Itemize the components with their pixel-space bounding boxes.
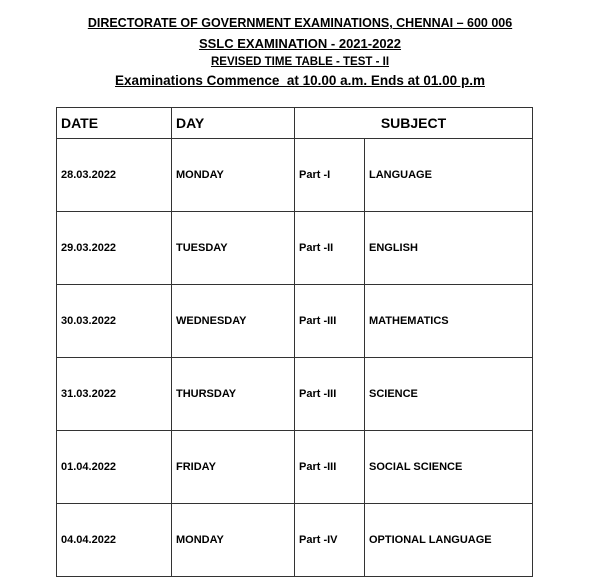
row-day: MONDAY (172, 139, 295, 212)
row-day: THURSDAY (172, 358, 295, 431)
row-day: FRIDAY (172, 431, 295, 504)
table-row (57, 358, 533, 431)
table-row (57, 285, 533, 358)
row-subject: MATHEMATICS (365, 285, 533, 358)
row-subject: LANGUAGE (365, 139, 533, 212)
row-date: 29.03.2022 (57, 212, 172, 285)
column-header-subject: SUBJECT (295, 108, 533, 139)
exam-title-text: SSLC EXAMINATION - 2021-2022 (198, 36, 402, 51)
timetable-title-text: REVISED TIME TABLE - TEST - II (210, 56, 390, 68)
exam-timing (0, 73, 600, 88)
column-header-day: DAY (172, 108, 295, 139)
table-row (57, 139, 533, 212)
directorate-title (0, 16, 600, 30)
row-subject: ENGLISH (365, 212, 533, 285)
row-date: 28.03.2022 (57, 139, 172, 212)
table-row (57, 431, 533, 504)
exam-title (0, 36, 600, 51)
row-part: Part -III (295, 285, 365, 358)
row-day: WEDNESDAY (172, 285, 295, 358)
row-date: 04.04.2022 (57, 504, 172, 577)
column-header-date: DATE (57, 108, 172, 139)
row-part: Part -III (295, 358, 365, 431)
row-subject: OPTIONAL LANGUAGE (365, 504, 533, 577)
table-header-row (57, 108, 533, 139)
row-date: 01.04.2022 (57, 431, 172, 504)
row-part: Part -IV (295, 504, 365, 577)
table-row (57, 504, 533, 577)
row-part: Part -II (295, 212, 365, 285)
row-day: TUESDAY (172, 212, 295, 285)
row-date: 31.03.2022 (57, 358, 172, 431)
timetable-table (56, 107, 533, 577)
table-row (57, 212, 533, 285)
directorate-title-text: DIRECTORATE OF GOVERNMENT EXAMINATIONS, CHENNAI – 600 006 (87, 16, 513, 30)
row-subject: SCIENCE (365, 358, 533, 431)
row-date: 30.03.2022 (57, 285, 172, 358)
row-part: Part -I (295, 139, 365, 212)
row-part: Part -III (295, 431, 365, 504)
row-subject: SOCIAL SCIENCE (365, 431, 533, 504)
row-day: MONDAY (172, 504, 295, 577)
timetable-title (0, 56, 600, 68)
exam-timing-text: Examinations Commence at 10.00 a.m. Ends at 01.00 p.m (115, 73, 485, 88)
